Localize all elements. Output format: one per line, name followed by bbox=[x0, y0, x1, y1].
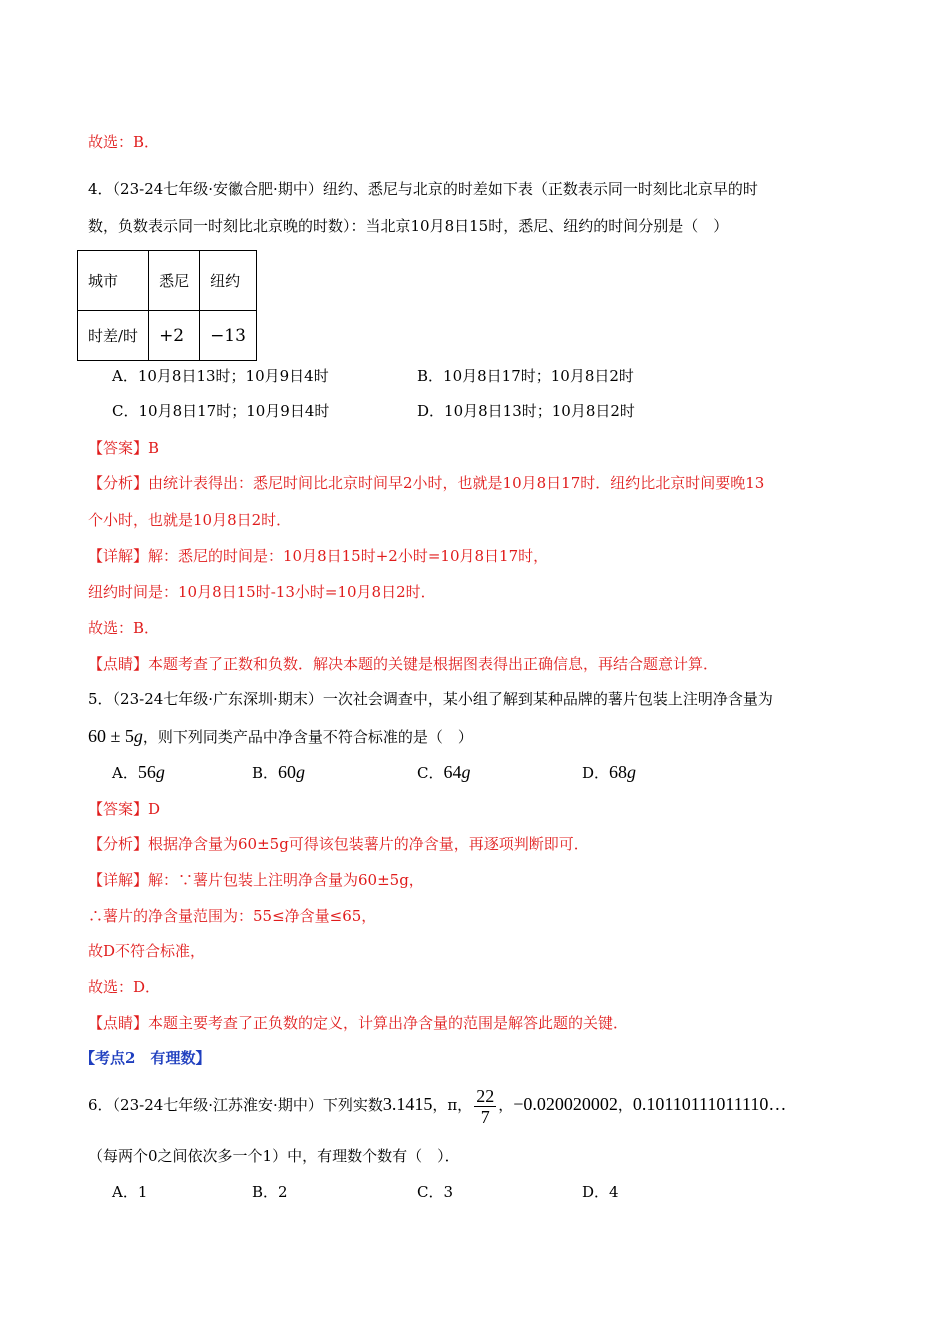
q4-option-c: C．10月8日17时；10月9日4时 bbox=[112, 402, 330, 420]
q5-analysis: 【分析】根据净含量为60±5g可得该包装薯片的净含量，再逐项判断即可． bbox=[88, 835, 589, 853]
q5-option-b: B．60g bbox=[252, 762, 306, 782]
table-cell-sydney: +2 bbox=[149, 311, 200, 361]
q4-analysis-line1: 【分析】由统计表得出：悉尼时间比北京时间早2小时，也就是10月8日17时．纽约比北京时间要晚13 bbox=[88, 474, 765, 492]
timezone-table bbox=[77, 250, 257, 361]
q4-answer: 【答案】B bbox=[88, 439, 160, 457]
q4-detail-line2: 纽约时间是：10月8日15时-13小时=10月8日2时． bbox=[88, 583, 436, 601]
q4-choose: 故选：B． bbox=[88, 619, 160, 637]
q4-detail-line1: 【详解】解：悉尼的时间是：10月8日15时+2小时=10月8日17时， bbox=[88, 547, 549, 565]
q6-option-d: D．4 bbox=[582, 1183, 619, 1201]
previous-answer-choice: 故选：B． bbox=[88, 133, 160, 151]
q4-option-b: B．10月8日17时；10月8日2时 bbox=[417, 367, 634, 385]
q6-option-a: A．1 bbox=[112, 1183, 148, 1201]
table-header-newyork: 纽约 bbox=[200, 251, 257, 311]
q6-num3: 0.10110111011110… bbox=[632, 1094, 787, 1114]
q5-option-d: D．68g bbox=[582, 762, 637, 782]
q6-num1: 3.1415 bbox=[382, 1094, 433, 1114]
q5-answer: 【答案】D bbox=[88, 800, 161, 818]
q5-detail-line3: 故D不符合标准， bbox=[88, 942, 206, 960]
table-header-city: 城市 bbox=[78, 251, 149, 311]
q4-stem-line1: 4．（23-24七年级·安徽合肥·期中）纽约、悉尼与北京的时差如下表（正数表示同一时刻比北京早的时 bbox=[88, 180, 758, 198]
q4-comment: 【点睛】本题考查了正数和负数．解决本题的关键是根据图表得出正确信息，再结合题意计算． bbox=[88, 655, 719, 673]
q5-detail-line2: ∴薯片的净含量范围为：55≤净含量≤65， bbox=[88, 907, 377, 925]
q5-stem-line1: 5．（23-24七年级·广东深圳·期末）一次社会调查中，某小组了解到某种品牌的薯片包装上注明净含量为 bbox=[88, 690, 773, 708]
table-cell-newyork: −13 bbox=[200, 311, 257, 361]
q4-analysis-line2: 个小时，也就是10月8日2时． bbox=[88, 511, 292, 529]
table-cell-label: 时差/时 bbox=[78, 311, 149, 361]
q5-stem-rest: ，则下列同类产品中净含量不符合标准的是（ ） bbox=[142, 728, 473, 746]
q4-option-d: D．10月8日13时；10月8日2时 bbox=[417, 402, 635, 420]
q6-fraction: $\frac{22}{7}$ bbox=[476, 1085, 495, 1127]
q5-stem-unit: g bbox=[133, 726, 143, 746]
q5-comment: 【点睛】本题主要考查了正负数的定义，计算出净含量的范围是解答此题的关键． bbox=[88, 1014, 629, 1032]
q6-stem-line1: 6．（23-24七年级·江苏淮安·期中）下列实数3.1415，π， $\frac{22}{7}$ ，−0.020020002，0.10110111011110… bbox=[88, 1085, 787, 1127]
q6-stem-line2: （每两个0之间依次多一个1）中，有理数个数有（ ）． bbox=[88, 1147, 460, 1165]
table-header-sydney: 悉尼 bbox=[149, 251, 200, 311]
q5-stem-math: 60 ± 5 bbox=[88, 726, 134, 746]
q5-option-a: A．56g bbox=[112, 762, 165, 782]
q6-num2: −0.020020002 bbox=[513, 1094, 618, 1114]
q5-choose: 故选：D． bbox=[88, 978, 161, 996]
q4-stem-line2: 数，负数表示同一时刻比北京晚的时数）：当北京10月8日15时，悉尼、纽约的时间分别是（ ） bbox=[88, 217, 729, 235]
q5-detail-line1: 【详解】解：∵薯片包装上注明净含量为60±5g， bbox=[88, 871, 424, 889]
q5-stem-line2 bbox=[88, 725, 473, 748]
q5-option-c: C．64g bbox=[417, 762, 471, 782]
q4-option-a: A．10月8日13时；10月9日4时 bbox=[112, 367, 329, 385]
section-heading: 【考点2 有理数】 bbox=[80, 1049, 211, 1067]
q6-option-c: C．3 bbox=[417, 1183, 454, 1201]
q6-option-b: B．2 bbox=[252, 1183, 288, 1201]
